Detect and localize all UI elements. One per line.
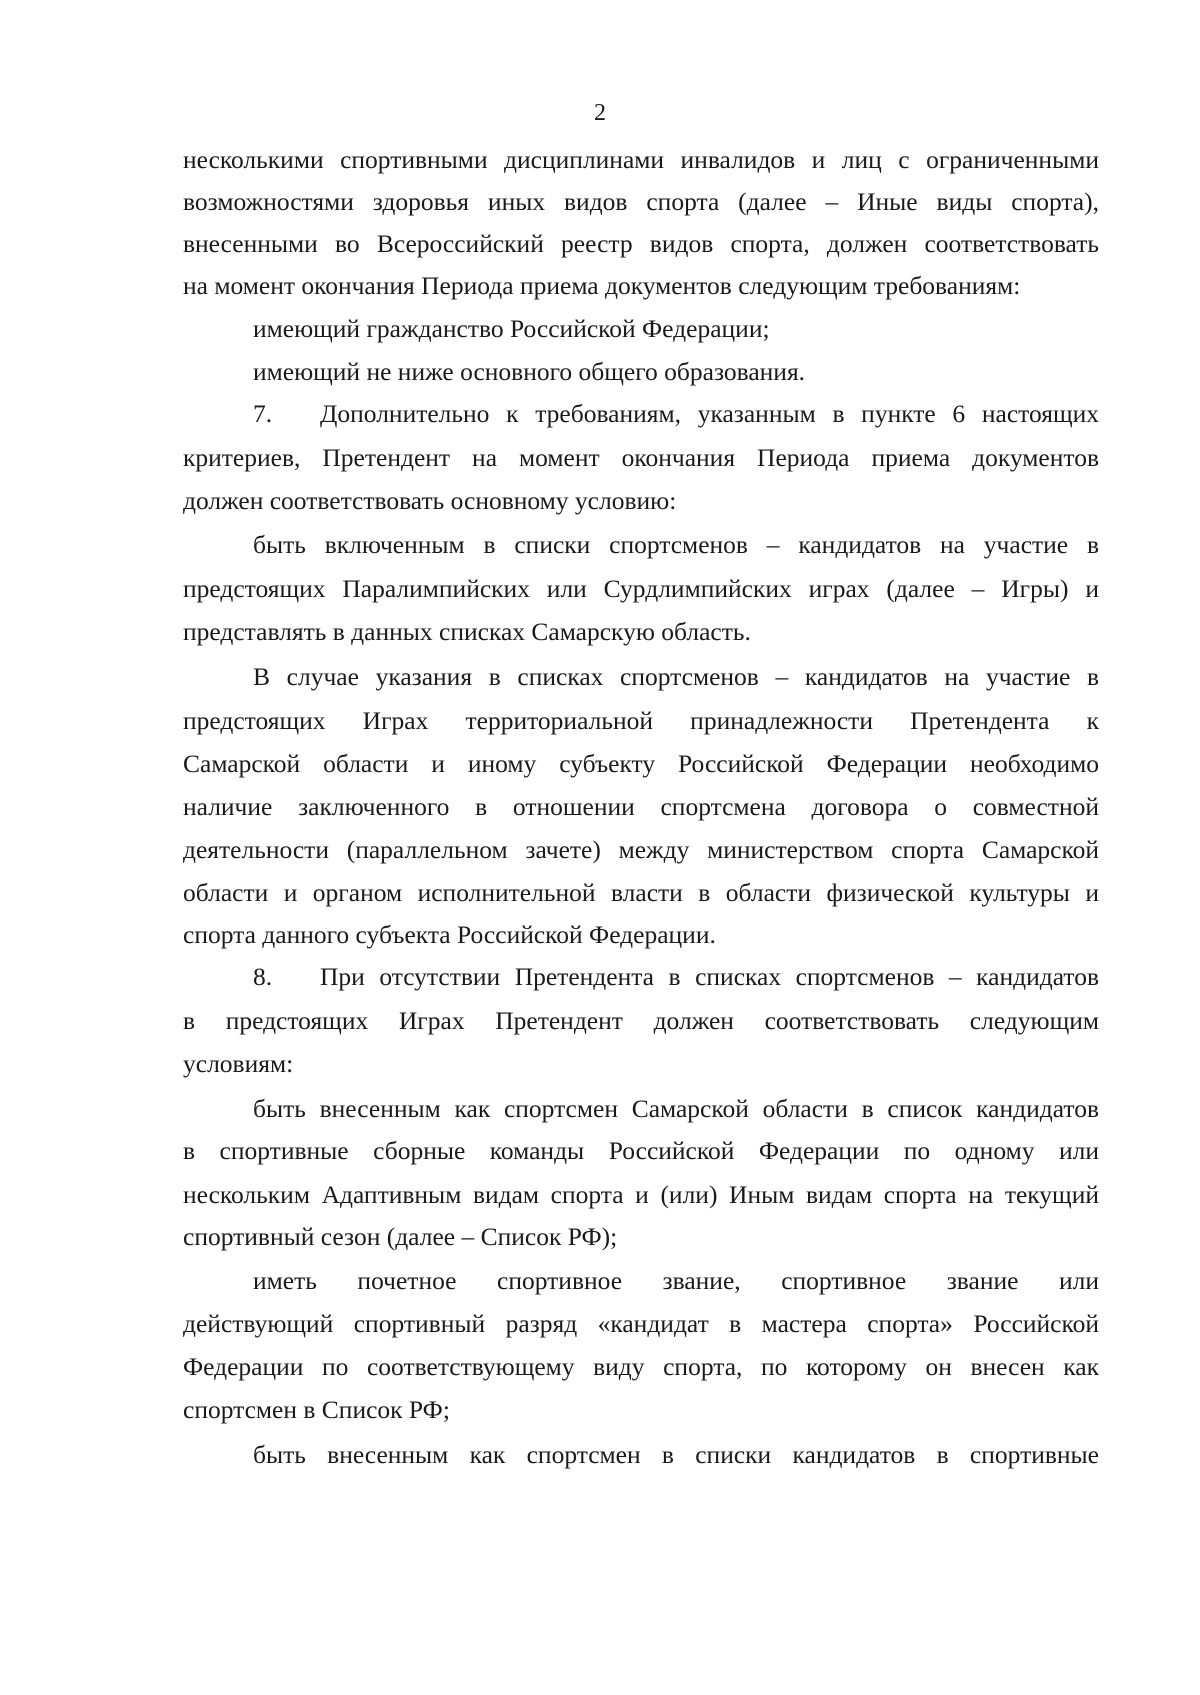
text-line: В случае указания в списках спортсменов – кандидатов на участие в bbox=[253, 662, 1099, 691]
text-line: в спортивные сборные команды Российской Федерации по одному или bbox=[183, 1136, 1099, 1165]
text-line: имеющий гражданство Российской Федерации; bbox=[253, 314, 770, 343]
text-line: наличие заключенного в отношении спортсмена договора о совместной bbox=[183, 792, 1099, 821]
page-number: 2 bbox=[594, 100, 606, 126]
text-line: представлять в данных списках Самарскую область. bbox=[183, 617, 751, 646]
text-line: действующий спортивный разряд «кандидат в мастера спорта» Российской bbox=[183, 1309, 1099, 1338]
text-line: Самарской области и иному субъекту Российской Федерации необходимо bbox=[183, 749, 1099, 778]
text-line: нескольким Адаптивным видам спорта и (или) Иным видам спорта на текущий bbox=[183, 1180, 1099, 1209]
text-line: условиям: bbox=[183, 1049, 294, 1078]
clause-number: 7. bbox=[253, 399, 273, 428]
text-line: на момент окончания Периода приема документов следующим требованиям: bbox=[183, 271, 1021, 300]
text-line: быть внесенным как спортсмен в списки кандидатов в спортивные bbox=[253, 1440, 1099, 1469]
text-line: спорта данного субъекта Российской Федерации. bbox=[183, 920, 716, 949]
text-line: спортивный сезон (далее – Список РФ); bbox=[183, 1222, 618, 1251]
text-line: возможностями здоровья иных видов спорта (далее – Иные виды спорта), bbox=[183, 187, 1099, 216]
text-line: При отсутствии Претендента в списках спортсменов – кандидатов bbox=[320, 962, 1099, 991]
text-line: Федерации по соответствующему виду спорта, по которому он внесен как bbox=[183, 1352, 1099, 1381]
text-line: несколькими спортивными дисциплинами инвалидов и лиц с ограниченными bbox=[183, 145, 1099, 174]
text-line: в предстоящих Играх Претендент должен соответствовать следующим bbox=[183, 1006, 1099, 1035]
text-line: быть включенным в списки спортсменов – кандидатов на участие в bbox=[253, 530, 1099, 559]
text-line: области и органом исполнительной власти в области физической культуры и bbox=[183, 878, 1099, 907]
text-line: деятельности (параллельном зачете) между министерством спорта Самарской bbox=[183, 835, 1099, 864]
text-line: имеющий не ниже основного общего образования. bbox=[253, 357, 806, 386]
text-line: предстоящих Играх территориальной принадлежности Претендента к bbox=[183, 706, 1099, 735]
text-line: спортсмен в Список РФ; bbox=[183, 1395, 450, 1424]
text-line: должен соответствовать основному условию: bbox=[183, 486, 677, 515]
clause-number: 8. bbox=[253, 962, 273, 991]
text-line: внесенными во Всероссийский реестр видов спорта, должен соответствовать bbox=[183, 229, 1099, 258]
text-line: Дополнительно к требованиям, указанным в пункте 6 настоящих bbox=[320, 399, 1099, 428]
text-line: иметь почетное спортивное звание, спортивное звание или bbox=[253, 1266, 1099, 1295]
text-line: предстоящих Паралимпийских или Сурдлимпийских играх (далее – Игры) и bbox=[183, 574, 1099, 603]
text-line: критериев, Претендент на момент окончания Периода приема документов bbox=[183, 443, 1099, 472]
text-line: быть внесенным как спортсмен Самарской области в список кандидатов bbox=[253, 1094, 1099, 1123]
